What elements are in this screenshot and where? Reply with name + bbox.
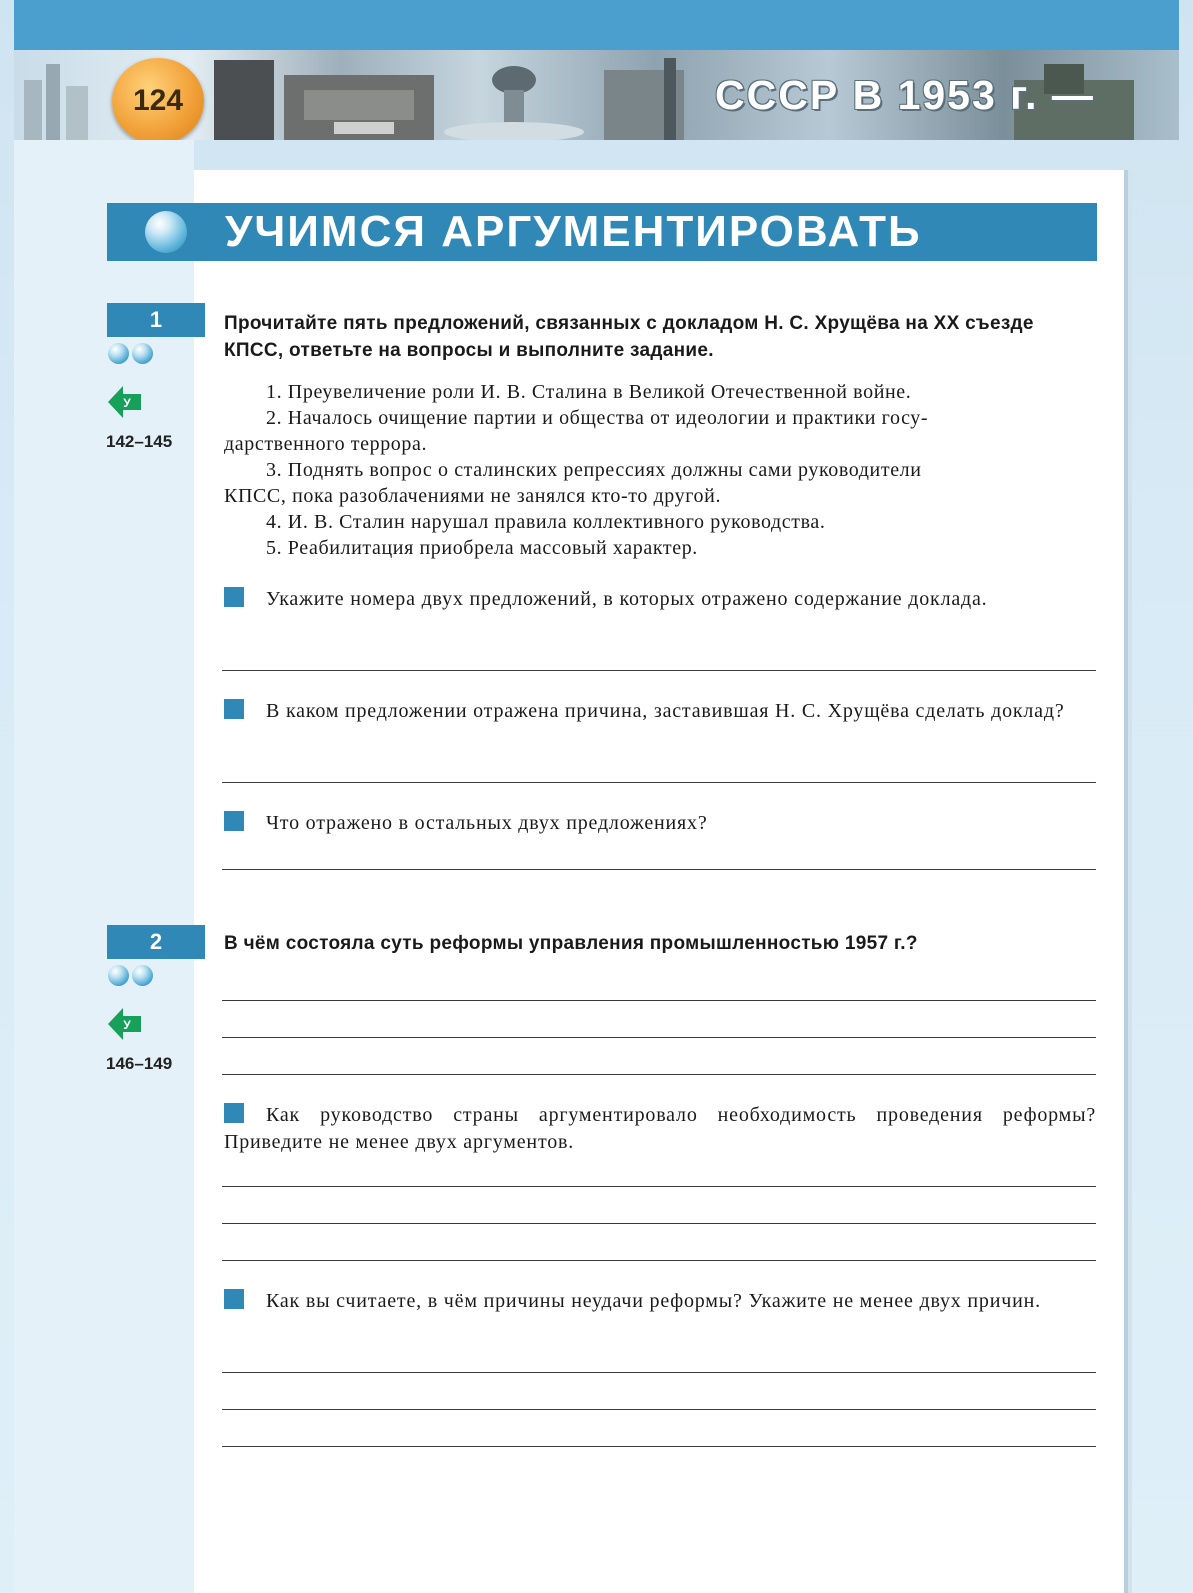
task-1-question-3: Что отражено в остальных двух предложениях? [266, 812, 708, 834]
textbook-reference-arrow-icon [107, 384, 143, 420]
answer-line[interactable] [222, 782, 1096, 783]
section-title: УЧИМСЯ АРГУМЕНТИРОВАТЬ [225, 207, 922, 256]
answer-line[interactable] [222, 869, 1096, 870]
textbook-reference-arrow-icon [107, 1006, 143, 1042]
sentence-2-cont: дарственного террора. [224, 433, 428, 455]
task-1-page-reference: 142–145 [106, 432, 173, 451]
sentence-3: 3. Поднять вопрос о сталинских репрессиях должны сами руководители [266, 459, 922, 481]
task-2-number: 2 [107, 925, 205, 959]
answer-line[interactable] [222, 1409, 1096, 1410]
task-1-question-2: В каком предложении отражена причина, заставившая Н. С. Хрущёва сделать доклад? [266, 700, 1065, 722]
chapter-title: СССР В 1953 г. — [715, 72, 1095, 118]
header-top-strip [14, 0, 1179, 50]
task-1-number: 1 [107, 303, 205, 337]
sentence-4: 4. И. В. Сталин нарушал правила коллективного руководства. [266, 511, 826, 533]
page-number-badge: 124 [112, 58, 204, 144]
sentence-2: 2. Началось очищение партии и общества от идеологии и практики госу- [266, 407, 929, 429]
task-1-prompt: Прочитайте пять предложений, связанных с докладом Н. С. Хрущёва на XX съезде КПСС, ответьте на вопросы и выполните задание. [224, 313, 1034, 361]
sentence-1: 1. Преувеличение роли И. В. Сталина в Великой Отечественной войне. [266, 381, 912, 403]
task-2-page-reference: 146–149 [106, 1054, 173, 1073]
answer-line[interactable] [222, 1223, 1096, 1224]
svg-text:У: У [123, 396, 131, 410]
difficulty-dots-icon [108, 343, 156, 365]
section-header-bar [107, 203, 1097, 261]
svg-text:У: У [123, 1018, 131, 1032]
answer-line[interactable] [222, 1000, 1096, 1001]
difficulty-dots-icon [108, 965, 156, 987]
answer-line[interactable] [222, 1446, 1096, 1447]
answer-line[interactable] [222, 1037, 1096, 1038]
answer-line[interactable] [222, 1260, 1096, 1261]
blue-ball-icon [145, 211, 187, 253]
answer-line[interactable] [222, 1186, 1096, 1187]
sentence-3-cont: КПСС, пока разоблачениями не занялся кто-то другой. [224, 485, 722, 507]
task-1-question-1: Укажите номера двух предложений, в которых отражено содержание доклада. [266, 588, 988, 610]
answer-line[interactable] [222, 1074, 1096, 1075]
sentence-5: 5. Реабилитация приобрела массовый характер. [266, 537, 698, 559]
task-2-prompt: В чём состояла суть реформы управления промышленностью 1957 г.? [224, 933, 918, 954]
answer-line[interactable] [222, 1372, 1096, 1373]
task-2-question-2: Как вы считаете, в чём причины неудачи реформы? Укажите не менее двух причин. [266, 1290, 1041, 1312]
left-margin-column [14, 140, 194, 1593]
task-2-question-1: Как руководство страны аргументировало необходимость проведения реформы? Приведите не менее двух аргументов. [224, 1104, 1096, 1153]
answer-line[interactable] [222, 670, 1096, 671]
